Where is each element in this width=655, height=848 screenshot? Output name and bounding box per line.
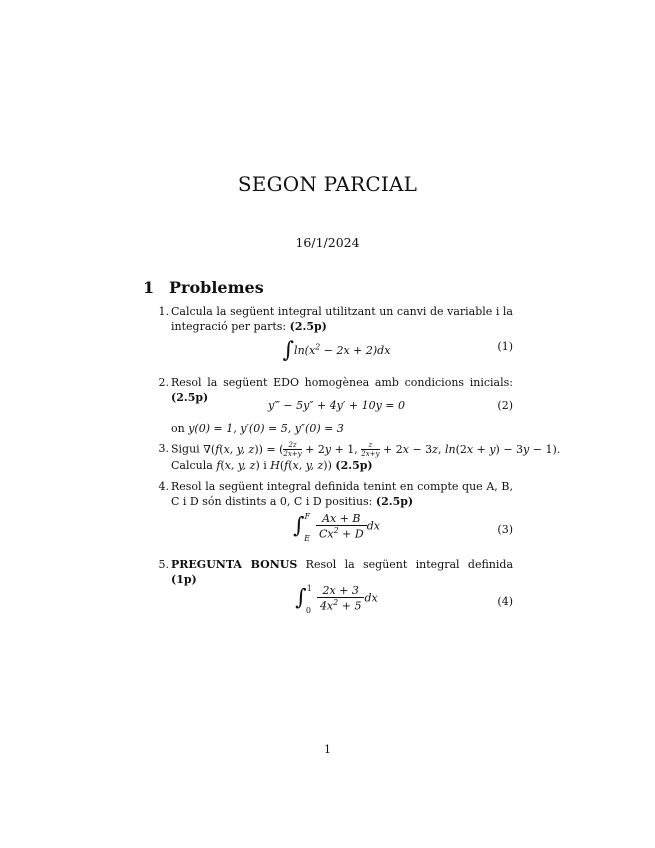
equation-3 [160,512,513,548]
equation-2-math: y‴ − 5y″ + 4y′ + 10y = 0 [267,399,406,412]
problem-text: Calcula la següent integral utilitzant un canvi de variable i la integració per parts: [171,305,513,333]
document-date: 16/1/2024 [295,235,360,250]
problem-number: 3. [158,442,169,455]
problem-text: Resol la següent EDO homogènea amb condicions inicials: [171,376,513,389]
equation-4 [160,584,513,620]
equation-tag: (4) [497,595,513,608]
initial-conditions: y(0) = 1, y′(0) = 5, y″(0) = 3 [188,422,344,435]
gradient-expression: ∇(f(x, y, z)) = ( $\frac{2z}{2x+y} + 2y + 1$, $\frac{z}{2x+y} + 2x - 3z$, ln(2x + y) − 3y − 1). [203,441,561,458]
conditions-prefix: on [171,422,185,435]
equation-tag: (2) [497,399,513,412]
equation-1 [160,340,513,370]
equation-1-math: $\int\ln(x^2 - 2x + 2)dx$ [282,338,391,363]
problem-text-c: i [263,459,267,472]
problem-number: 5. [158,558,169,571]
problem-number: 2. [158,376,169,389]
problem-number: 4. [158,480,169,493]
problem-text-a: Sigui [171,442,200,456]
problem-points: (1p) [171,573,197,586]
document-title: SEGON PARCIAL [237,172,418,196]
problem-points: (2.5p) [171,391,209,404]
section-heading [143,278,264,297]
equation-tag: (1) [497,340,513,353]
problem-points: (2.5p) [375,495,414,508]
problem-number: 1. [158,305,169,318]
problem-5 [155,557,513,587]
problem-points: (2.5p) [335,459,373,472]
problem-2-conditions [155,421,513,436]
equation-4-math: ∫$^1_0$ $\frac{2x + 3}{4x^2 + 5}$ dx [295,584,378,616]
equation-tag: (3) [497,523,513,536]
problem-text: Resol la següent integral definida [305,558,514,571]
problem-1 [155,304,513,334]
bonus-label: PREGUNTA BONUS [171,558,298,571]
page-number: 1 [324,743,331,756]
equation-3-math: ∫$^F_E$ $\frac{Ax + B}{Cx^2 + D}$ dx [293,512,380,544]
section-title: Problemes [169,278,264,297]
problem-text-b: Calcula [171,459,213,472]
section-number: 1 [143,278,155,297]
problem-4 [155,479,513,509]
problem-3: 3. Sigui ∇(f(x, y, z)) = ( $\frac{2z}{2x+y} + 2y + 1$, $\frac{z}{2x+y} + 2x - 3z$, ln(2x + y) − 3y − 1). Calcula f(x, y, z) i H(f(x, y, z)) (2.5p) [155,441,515,473]
problem-text: Resol la següent integral definida tenint en compte que A, B, C i D són distints a 0, C i D positius: [171,480,513,508]
problem-points: (2.5p) [289,320,327,333]
